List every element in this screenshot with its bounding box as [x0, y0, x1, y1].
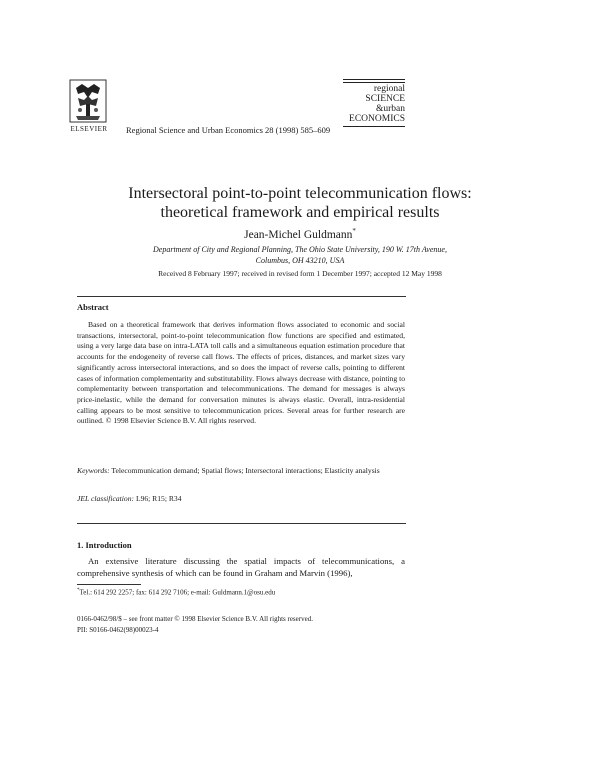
title-line: Intersectoral point-to-point telecommunication flows:	[128, 185, 472, 202]
keywords	[77, 466, 405, 477]
affiliation-line: Columbus, OH 43210, USA	[255, 256, 345, 265]
author-line	[60, 227, 540, 241]
keywords-label: Keywords:	[77, 466, 110, 475]
abstract-bottom-rule	[77, 523, 406, 524]
jel-label: JEL classification:	[77, 494, 135, 503]
journal-logo-rule	[343, 126, 405, 127]
author-name: Jean-Michel Guldmann	[244, 228, 353, 241]
journal-citation: Regional Science and Urban Economics 28 (1998) 585–609	[126, 125, 331, 135]
journal-logo-line: regional	[373, 84, 405, 94]
footnote-mark: *	[77, 588, 80, 593]
jel-classification	[77, 494, 182, 503]
jel-codes: L96; R15; R34	[135, 494, 182, 503]
abstract-top-rule	[77, 296, 406, 297]
title-line: theoretical framework and empirical results	[160, 204, 440, 221]
abstract-body: Based on a theoretical framework that derives information flows associated to economic and social transactions, intersectoral, point-to-point telecommunication flow functions are specified and estimated, using a very large data base on intra-LATA toll calls and a simultaneous equation estimation procedure that accounts for the endogeneity of reverse call flows. The effects of prices, distances, and market sizes vary significantly across intersectoral interactions, and so does the impact of reverse calls, pointing to different cases of information complementarity and substitutability. Flows always decrease with distance, pointing to complementarity between transportation and telecommunications. The demand for messages is always price-inelastic, while the demand for conversation minutes is always elastic. Overall, intra-residential calling appears to be most sensitive to telecommunication prices. Several areas for further research are outlined. © 1998 Elsevier Science B.V. All rights reserved.	[77, 320, 405, 426]
affiliation-line: Department of City and Regional Planning, The Ohio State University, 190 W. 17th Avenue,	[153, 245, 447, 254]
introduction-body: An extensive literature discussing the spatial impacts of telecommunications, a comprehensive synthesis of which can be found in Graham and Marvin (1996),	[77, 556, 405, 578]
author-affiliation	[60, 244, 540, 266]
journal-logo-line: ECONOMICS	[349, 114, 405, 124]
publisher-name: ELSEVIER	[70, 125, 108, 133]
keywords-text: Telecommunication demand; Spatial flows; Intersectoral interactions; Elasticity analysis	[111, 466, 380, 475]
journal-logo	[343, 79, 405, 127]
journal-logo-rule	[343, 82, 405, 83]
author-footnote	[77, 588, 275, 596]
pii-line: PII: S0166-0462(98)00023-4	[77, 626, 159, 634]
received-dates: Received 8 February 1997; received in revised form 1 December 1997; accepted 12 May 1998	[158, 269, 442, 278]
elsevier-tree-icon	[68, 78, 108, 124]
journal-logo-rule	[343, 79, 405, 80]
copyright-line: 0166-0462/98/$ – see front matter © 1998 Elsevier Science B.V. All rights reserved.	[77, 615, 313, 623]
footnote-rule	[77, 584, 141, 585]
abstract-heading: Abstract	[77, 302, 109, 312]
author-footnote-mark: *	[352, 227, 356, 235]
article-title	[60, 184, 540, 222]
footnote-text: Tel.: 614 292 2257; fax: 614 292 7106; e-mail: Guldmann.1@osu.edu	[79, 588, 276, 597]
section-heading-introduction: 1. Introduction	[77, 540, 132, 550]
journal-logo-line: &urban	[375, 104, 405, 114]
journal-logo-line: SCIENCE	[365, 94, 405, 104]
